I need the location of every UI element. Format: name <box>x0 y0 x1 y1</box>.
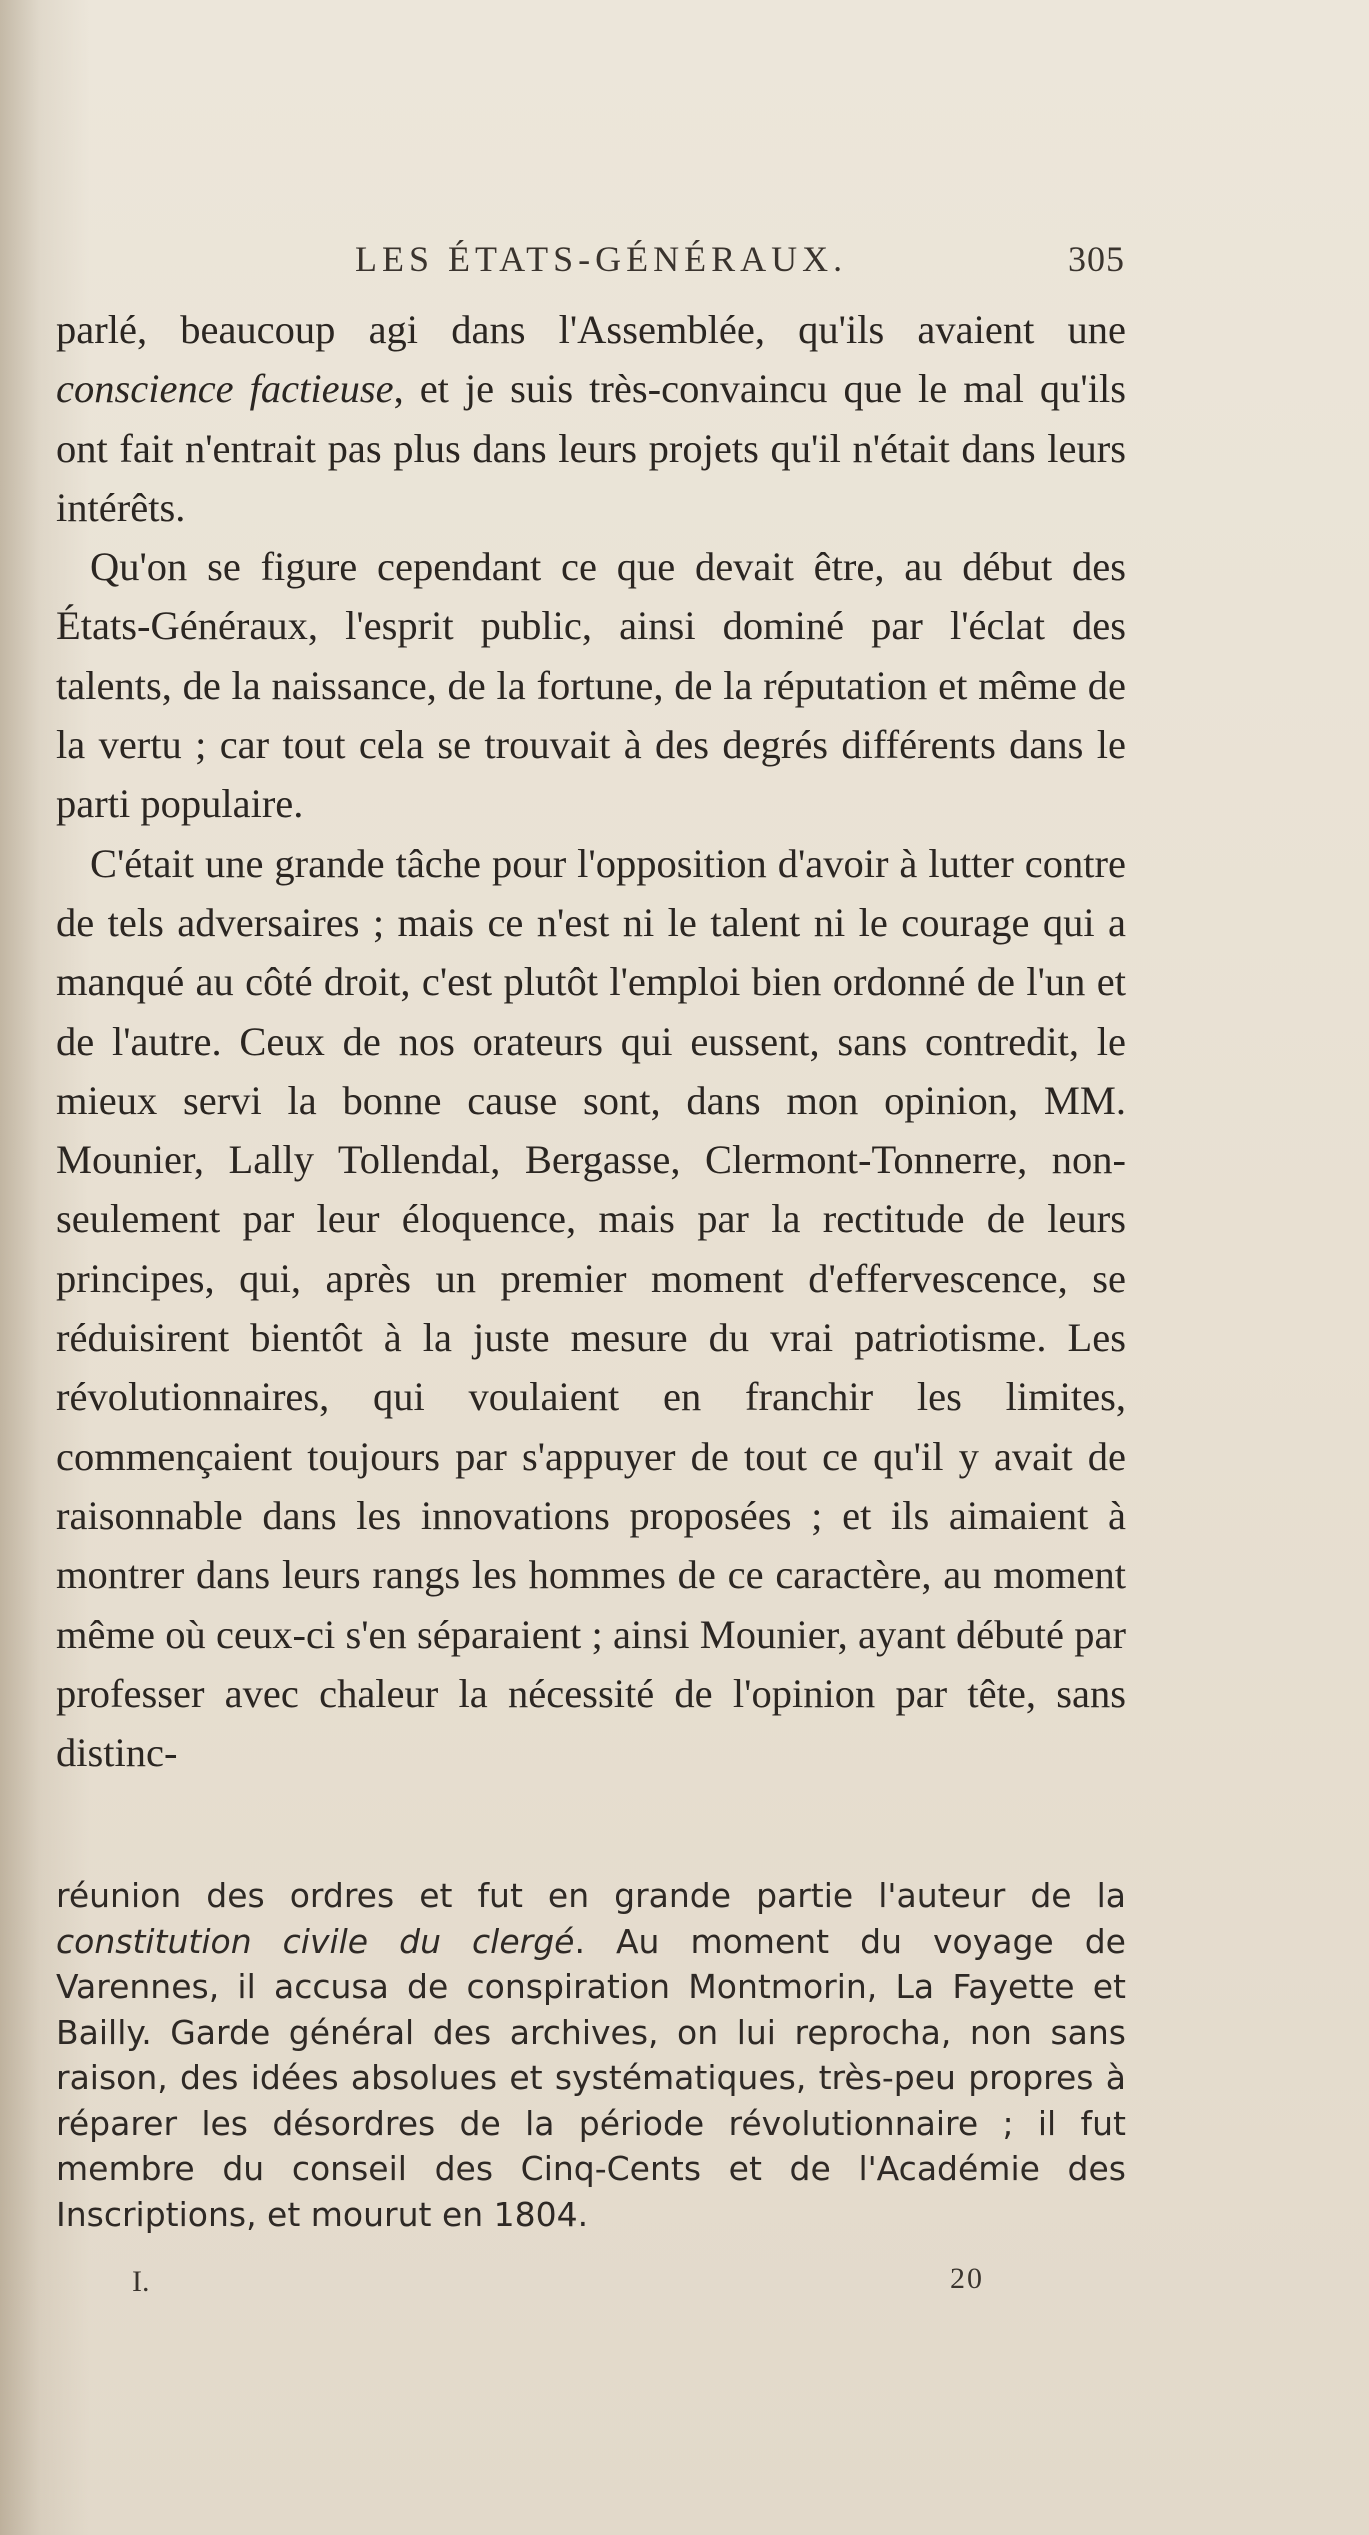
running-title: LES ÉTATS-GÉNÉRAUX. <box>355 239 848 279</box>
paragraph: Qu'on se figure cependant ce que devait être, au début des États-Généraux, l'esprit public, ainsi dominé par l'éclat des talents, de la naissance, de la fortune, de la réputation et même de la vertu ; car tout cela se trouvait à des degrés différents dans le parti populaire. <box>56 544 1126 827</box>
paragraph: C'était une grande tâche pour l'opposition d'avoir à lutter contre de tels adversaires ; mais ce n'est ni le talent ni le courage qui a manqué au côté droit, c'est plutôt l'emploi bien ordonné de l'un et de l'autre. Ceux de nos orateurs qui eussent, sans contredit, le mieux servi la bonne cause sont, dans mon opinion, MM. Mounier, Lally Tollendal, Bergasse, Clermont-Tonnerre, non-seulement par leur éloquence, mais par la rectitude de leurs principes, qui, après un premier moment d'effervescence, se réduisirent bientôt à la juste mesure du vrai patriotisme. Les révolutionnaires, qui voulaient en franchir les limites, commençaient toujours par s'appuyer de tout ce qu'il y avait de raisonnable dans les innovations proposées ; et ils aimaient à montrer dans leurs rangs les hommes de ce caractère, au moment même où ceux-ci s'en séparaient ; ainsi Mounier, ayant débuté par professer avec chaleur la nécessité de l'opinion par tête, sans distinc- <box>56 840 1126 1776</box>
text-run: réunion des ordres et fut en grande partie l'auteur de la <box>56 1876 1126 1915</box>
page-number: 305 <box>1068 239 1125 279</box>
text-run: parlé, beaucoup agi dans l'Assemblée, qu'ils avaient une <box>56 307 1126 352</box>
text-run: , et je suis très-convaincu que le mal qu'ils ont fait n'entrait pas plus dans leurs projets qu'il n'était dans leurs intérêts. <box>56 366 1126 530</box>
sheet-signature: 20 <box>950 2262 984 2295</box>
main-text <box>56 300 1126 1782</box>
text-run: . Au moment du voyage de Varennes, il accusa de conspiration Montmorin, La Fayette et Bailly. Garde général des archives, on lui reprocha, non sans raison, des idées absolues et systématiques, très-peu propres à réparer les désordres de la période révolutionnaire ; il fut membre du conseil des Cinq-Cents et de l'Académie des Inscriptions, et mourut en 1804. <box>56 1921 1126 2234</box>
italic-text: conscience factieuse <box>56 366 394 412</box>
footnote <box>56 1873 1126 2237</box>
italic-text: constitution civile du clergé <box>56 1921 575 1961</box>
volume-signature: I. <box>132 2265 150 2298</box>
footnote-text <box>56 1873 1126 2237</box>
paragraph <box>56 300 1126 537</box>
running-head <box>355 238 1125 288</box>
